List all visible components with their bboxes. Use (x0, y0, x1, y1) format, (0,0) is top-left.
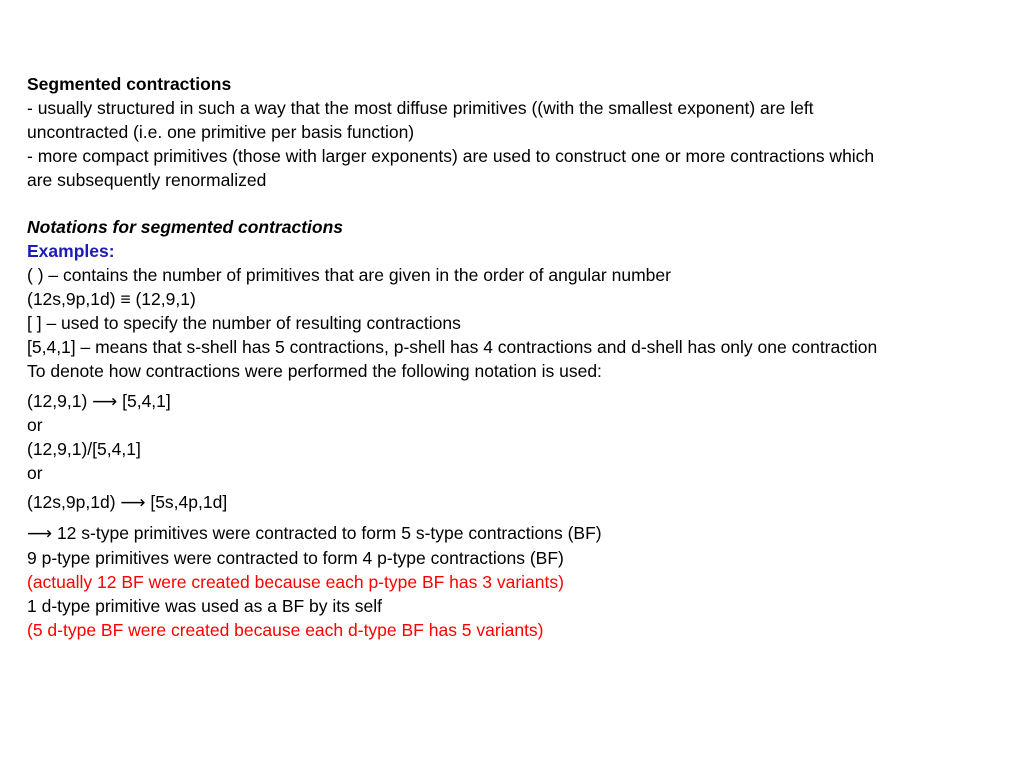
explanation-line: 9 p-type primitives were contracted to form 4 p-type contractions (BF) (27, 548, 564, 568)
example-line: [5,4,1] – means that s-shell has 5 contractions, p-shell has 4 contractions and d-shell has only one contraction (27, 337, 878, 357)
notation-line: (12s,9p,1d) ⟶ [5s,4p,1d] (27, 492, 228, 512)
section-title-segmented-contractions: Segmented contractions (27, 74, 232, 94)
section-title-notations: Notations for segmented contractions (27, 217, 344, 237)
or-separator: or (27, 415, 43, 435)
example-line: ( ) – contains the number of primitives that are given in the order of angular number (27, 265, 671, 285)
paragraph-line: uncontracted (i.e. one primitive per basis function) (27, 122, 415, 142)
explanation-line: 1 d-type primitive was used as a BF by its self (27, 596, 382, 616)
paragraph-line: - usually structured in such a way that the most diffuse primitives ((with the smallest exponent) are left (27, 98, 814, 118)
explanation-note: (5 d-type BF were created because each d-type BF has 5 variants) (27, 620, 544, 640)
examples-label: Examples: (27, 241, 115, 261)
example-line: [ ] – used to specify the number of resulting contractions (27, 313, 461, 333)
explanation-line: ⟶ 12 s-type primitives were contracted to form 5 s-type contractions (BF) (27, 523, 602, 543)
example-line: (12s,9p,1d) ≡ (12,9,1) (27, 289, 196, 309)
notation-line: (12,9,1)/[5,4,1] (27, 439, 141, 459)
explanation-note: (actually 12 BF were created because each p-type BF has 3 variants) (27, 572, 564, 592)
or-separator: or (27, 463, 43, 483)
example-line: To denote how contractions were performed the following notation is used: (27, 361, 602, 381)
paragraph-line: - more compact primitives (those with larger exponents) are used to construct one or more contractions which (27, 146, 875, 166)
paragraph-line: are subsequently renormalized (27, 170, 267, 190)
notation-line: (12,9,1) ⟶ [5,4,1] (27, 391, 171, 411)
